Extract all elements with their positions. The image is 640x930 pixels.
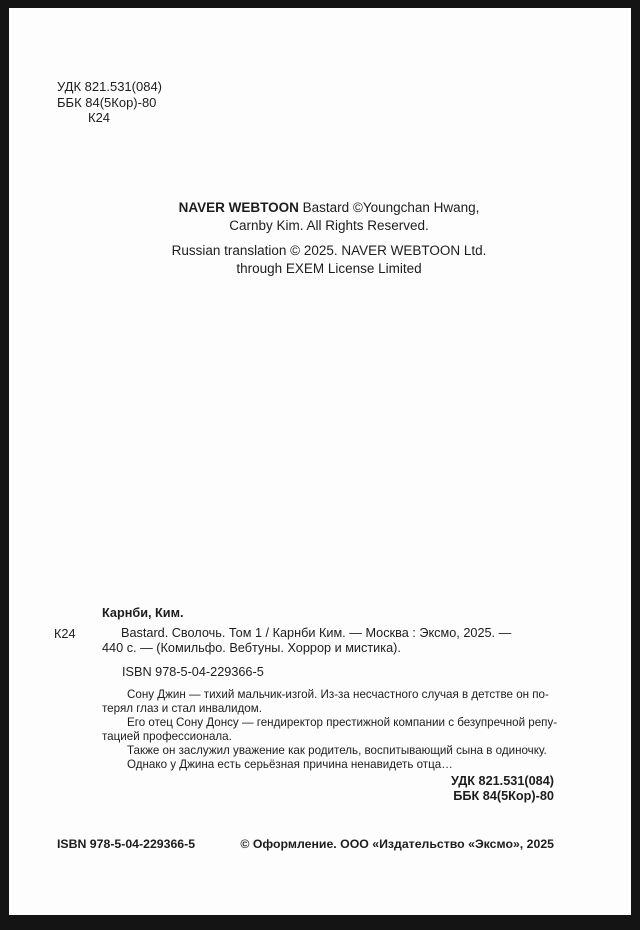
- translation-copyright-line: Russian translation © 2025. NAVER WEBTOON Ltd.: [171, 243, 487, 258]
- license-line: through EXEM License Limited: [236, 260, 422, 276]
- udk-code: УДК 821.531(084): [57, 79, 163, 94]
- translation-copyright: [27, 242, 631, 277]
- annotation-line: тацией профессионала.: [102, 730, 232, 744]
- classification-block-bottom: [102, 774, 554, 805]
- rights-reserved-line: Carnby Kim. All Rights Reserved.: [229, 217, 429, 233]
- annotation-line: терял глаз и стал инвалидом.: [102, 702, 262, 716]
- bbk-code: ББК 84(5Кор)-80: [57, 94, 157, 110]
- author-sign: К24: [88, 110, 111, 125]
- annotation-line: Однако у Джина есть серьёзная причина ненавидеть отца…: [127, 758, 453, 772]
- annotation-line: Сону Джин — тихий мальчик-изгой. Из-за несчастного случая в детстве он по-: [127, 688, 549, 701]
- bibliographic-block: [54, 606, 558, 805]
- annotation-line: Его отец Сону Донсу — гендиректор престижной компании с безупречной репу-: [127, 716, 558, 730]
- classification-block-top: [57, 79, 162, 126]
- footer-design-copyright: © Оформление. ООО «Издательство «Эксмо», 2025: [240, 837, 554, 851]
- publisher-name: NAVER WEBTOON: [178, 200, 299, 215]
- footer-isbn: ISBN 978-5-04-229366-5: [57, 837, 196, 851]
- footer-imprint: [57, 837, 554, 851]
- annotation: [102, 688, 558, 773]
- bib-author-heading: Карнби, Ким.: [102, 606, 184, 620]
- rights-block: [27, 199, 631, 277]
- udk-code-bottom: УДК 821.531(084): [450, 773, 554, 788]
- original-copyright-text: Bastard ©Youngchan Hwang,: [298, 200, 480, 215]
- bib-isbn: ISBN 978-5-04-229366-5: [122, 664, 264, 679]
- book-imprint-page: [9, 8, 631, 915]
- bib-entry-line: 440 с. — (Комильфо. Вебтуны. Хоррор и мистика).: [102, 641, 401, 655]
- bib-entry-line: Bastard. Сволочь. Том 1 / Карнби Ким. — Москва : Эксмо, 2025. —: [121, 625, 512, 640]
- annotation-line: Также он заслужил уважение как родитель, воспитывающий сына в одиночку.: [127, 744, 547, 758]
- bib-author-sign: К24: [54, 626, 76, 641]
- original-copyright: [27, 199, 631, 234]
- bib-entry: [54, 625, 554, 657]
- bbk-code-bottom: ББК 84(5Кор)-80: [453, 789, 554, 804]
